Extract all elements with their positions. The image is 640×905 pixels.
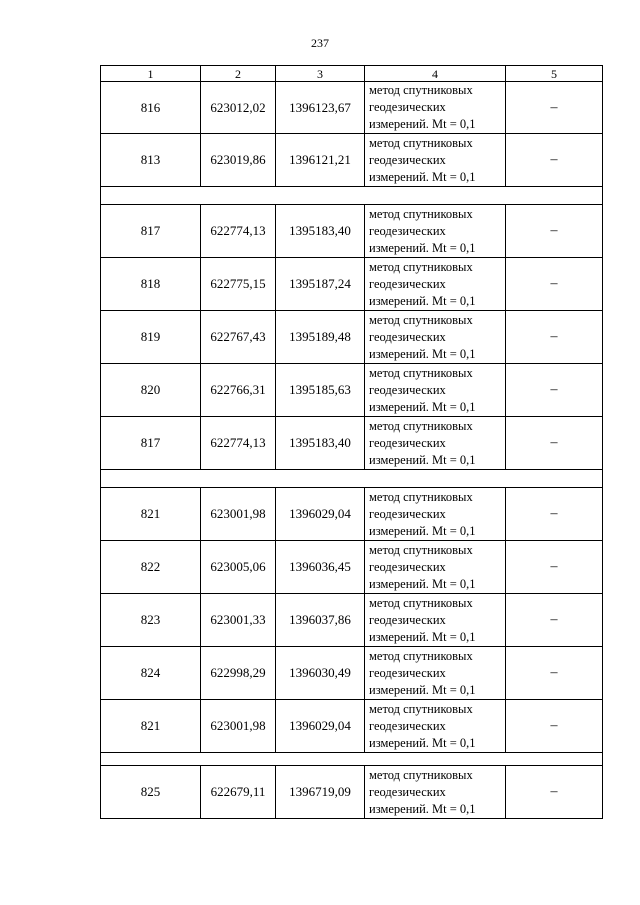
method-line: геодезических	[369, 718, 446, 733]
point-number-cell: 821	[101, 488, 201, 541]
method-line: метод спутниковых	[369, 418, 473, 433]
page-number: 237	[311, 36, 329, 50]
point-number-cell: 813	[101, 134, 201, 187]
y-coordinate-cell: 1396030,49	[276, 647, 365, 700]
point-number-cell: 819	[101, 311, 201, 364]
y-coordinate-cell: 1396036,45	[276, 541, 365, 594]
y-coordinate-cell: 1396123,67	[276, 82, 365, 134]
x-coordinate-cell: 622679,11	[201, 766, 276, 819]
x-coordinate-cell: 622774,13	[201, 417, 276, 470]
method-line: измерений. Mt = 0,1	[369, 293, 476, 308]
method-line: геодезических	[369, 329, 446, 344]
note-cell: –	[506, 364, 603, 417]
y-coordinate-cell: 1395189,48	[276, 311, 365, 364]
method-line: измерений. Mt = 0,1	[369, 169, 476, 184]
method-line: измерений. Mt = 0,1	[369, 346, 476, 361]
table-row	[101, 364, 603, 417]
method-line: метод спутниковых	[369, 135, 473, 150]
note-cell: –	[506, 134, 603, 187]
point-number-cell: 816	[101, 82, 201, 134]
point-number-cell: 817	[101, 205, 201, 258]
note-cell: –	[506, 311, 603, 364]
table-row	[101, 488, 603, 541]
method-line: геодезических	[369, 223, 446, 238]
method-line: метод спутниковых	[369, 489, 473, 504]
method-line: измерений. Mt = 0,1	[369, 117, 476, 131]
point-number-cell: 822	[101, 541, 201, 594]
y-coordinate-cell: 1396121,21	[276, 134, 365, 187]
method-line: геодезических	[369, 665, 446, 680]
method-cell	[365, 258, 506, 311]
table-row	[101, 541, 603, 594]
method-line: измерений. Mt = 0,1	[369, 523, 476, 538]
method-line: метод спутниковых	[369, 206, 473, 221]
separator-cell	[101, 187, 603, 205]
x-coordinate-cell: 623019,86	[201, 134, 276, 187]
x-coordinate-cell: 622774,13	[201, 205, 276, 258]
x-coordinate-cell: 623001,33	[201, 594, 276, 647]
note-cell: –	[506, 766, 603, 819]
x-coordinate-cell: 622767,43	[201, 311, 276, 364]
method-line: геодезических	[369, 276, 446, 291]
point-number-cell: 820	[101, 364, 201, 417]
x-coordinate-cell: 623001,98	[201, 488, 276, 541]
group-separator-row	[101, 187, 603, 205]
point-number-cell: 824	[101, 647, 201, 700]
table-row	[101, 647, 603, 700]
x-coordinate-cell: 622998,29	[201, 647, 276, 700]
method-line: измерений. Mt = 0,1	[369, 735, 476, 750]
point-number-cell: 821	[101, 700, 201, 753]
point-number-cell: 825	[101, 766, 201, 819]
header-cell-2: 2	[201, 66, 276, 82]
method-line: геодезических	[369, 559, 446, 574]
y-coordinate-cell: 1395183,40	[276, 205, 365, 258]
y-coordinate-cell: 1395187,24	[276, 258, 365, 311]
method-line: метод спутниковых	[369, 365, 473, 380]
method-cell	[365, 134, 506, 187]
note-cell: –	[506, 258, 603, 311]
separator-cell	[101, 470, 603, 488]
method-line: измерений. Mt = 0,1	[369, 240, 476, 255]
y-coordinate-cell: 1396029,04	[276, 488, 365, 541]
table-row	[101, 258, 603, 311]
method-line: метод спутниковых	[369, 595, 473, 610]
method-line: геодезических	[369, 152, 446, 167]
x-coordinate-cell: 622766,31	[201, 364, 276, 417]
note-cell: –	[506, 541, 603, 594]
method-line: геодезических	[369, 435, 446, 450]
table-row	[101, 417, 603, 470]
method-line: метод спутниковых	[369, 312, 473, 327]
note-cell: –	[506, 417, 603, 470]
y-coordinate-cell: 1396719,09	[276, 766, 365, 819]
separator-cell	[101, 753, 603, 766]
y-coordinate-cell: 1395183,40	[276, 417, 365, 470]
note-cell: –	[506, 82, 603, 134]
method-line: геодезических	[369, 784, 446, 799]
x-coordinate-cell: 623005,06	[201, 541, 276, 594]
header-cell-5: 5	[506, 66, 603, 82]
note-cell: –	[506, 205, 603, 258]
x-coordinate-cell: 622775,15	[201, 258, 276, 311]
method-cell	[365, 311, 506, 364]
method-cell	[365, 205, 506, 258]
method-line: геодезических	[369, 100, 446, 114]
group-separator-row	[101, 470, 603, 488]
method-line: метод спутниковых	[369, 648, 473, 663]
point-number-cell: 823	[101, 594, 201, 647]
header-cell-3: 3	[276, 66, 365, 82]
method-cell	[365, 488, 506, 541]
method-cell	[365, 594, 506, 647]
method-line: измерений. Mt = 0,1	[369, 629, 476, 644]
x-coordinate-cell: 623001,98	[201, 700, 276, 753]
method-line: измерений. Mt = 0,1	[369, 399, 476, 414]
method-line: метод спутниковых	[369, 767, 473, 782]
table-row	[101, 311, 603, 364]
table-row	[101, 82, 603, 134]
point-number-cell: 817	[101, 417, 201, 470]
method-line: геодезических	[369, 506, 446, 521]
y-coordinate-cell: 1395185,63	[276, 364, 365, 417]
group-separator-row	[101, 753, 603, 766]
coordinates-table	[100, 65, 603, 819]
method-line: геодезических	[369, 382, 446, 397]
note-cell: –	[506, 594, 603, 647]
y-coordinate-cell: 1396037,86	[276, 594, 365, 647]
method-cell	[365, 647, 506, 700]
table-header-row	[101, 66, 603, 82]
x-coordinate-cell: 623012,02	[201, 82, 276, 134]
table-row	[101, 134, 603, 187]
method-line: измерений. Mt = 0,1	[369, 576, 476, 591]
coordinates-table-body	[101, 66, 603, 819]
method-line: измерений. Mt = 0,1	[369, 452, 476, 467]
method-line: измерений. Mt = 0,1	[369, 682, 476, 697]
method-cell	[365, 700, 506, 753]
y-coordinate-cell: 1396029,04	[276, 700, 365, 753]
method-cell	[365, 417, 506, 470]
table-row	[101, 766, 603, 819]
note-cell: –	[506, 647, 603, 700]
method-line: метод спутниковых	[369, 542, 473, 557]
table-row	[101, 594, 603, 647]
header-cell-4: 4	[365, 66, 506, 82]
method-line: метод спутниковых	[369, 701, 473, 716]
note-cell: –	[506, 700, 603, 753]
table-row	[101, 700, 603, 753]
method-cell	[365, 766, 506, 819]
header-cell-1: 1	[101, 66, 201, 82]
method-line: метод спутниковых	[369, 83, 473, 97]
method-cell	[365, 541, 506, 594]
table-row	[101, 205, 603, 258]
method-line: измерений. Mt = 0,1	[369, 801, 476, 816]
note-cell: –	[506, 488, 603, 541]
point-number-cell: 818	[101, 258, 201, 311]
method-cell	[365, 364, 506, 417]
method-line: метод спутниковых	[369, 259, 473, 274]
method-line: геодезических	[369, 612, 446, 627]
method-cell	[365, 82, 506, 134]
